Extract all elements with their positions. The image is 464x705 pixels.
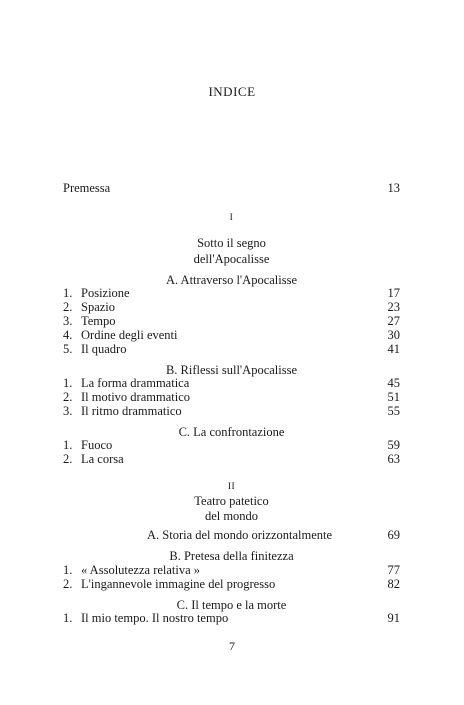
toc-entry-premessa <box>63 181 400 196</box>
toc-entry-number: 5. <box>63 342 73 356</box>
toc-entry-number: 1. <box>63 376 73 390</box>
page-number: 7 <box>229 639 235 653</box>
toc-entry-label: Tempo <box>81 314 116 328</box>
toc-entry <box>63 404 400 419</box>
toc-entry-number: 1. <box>63 563 73 577</box>
toc-entry-number: 2. <box>63 300 73 314</box>
toc-entry-page: 63 <box>387 452 400 466</box>
toc-entry-page: 91 <box>387 611 400 625</box>
toc-entry-label: La corsa <box>81 452 124 466</box>
toc-entry <box>63 452 400 467</box>
toc-entry <box>63 438 400 453</box>
toc-entry-label: Ordine degli eventi <box>81 328 178 342</box>
toc-entry-number: 2. <box>63 452 73 466</box>
toc-entry-page: 13 <box>387 181 400 195</box>
toc-entry-page: 30 <box>387 328 400 342</box>
toc-entry-page: 45 <box>387 376 400 390</box>
toc-entry-label: Posizione <box>81 286 130 300</box>
toc-entry <box>63 390 400 405</box>
toc-entry-label: Premessa <box>63 181 111 195</box>
part-heading: Sotto il segno <box>197 236 266 250</box>
toc-entry-page: 69 <box>387 528 400 542</box>
section-title: A. Attraverso l'Apocalisse <box>165 273 298 287</box>
section-title: C. La confrontazione <box>178 425 285 439</box>
toc-entry-page: 82 <box>387 577 400 591</box>
section-title: C. Il tempo e la morte <box>176 598 287 612</box>
toc-entry-label: Il quadro <box>81 342 127 356</box>
part-heading: del mondo <box>204 509 259 523</box>
toc-entry <box>63 563 400 578</box>
section-title: B. Riflessi sull'Apocalisse <box>165 363 298 377</box>
toc-entry-number: 1. <box>63 611 73 625</box>
toc-entry-page: 41 <box>387 342 400 356</box>
toc-entry <box>63 300 400 315</box>
page-title: INDICE <box>208 84 256 99</box>
toc-entry-number: 3. <box>63 404 73 418</box>
toc-entry <box>63 328 400 343</box>
part-heading: dell'Apocalisse <box>193 252 270 266</box>
toc-entry-label: L'ingannevole immagine del progresso <box>81 577 276 591</box>
toc-entry-label: « Assolutezza relativa » <box>81 563 201 577</box>
toc-entry-number: 2. <box>63 577 73 591</box>
toc-entry-page: 55 <box>387 404 400 418</box>
toc-entry-label: Il motivo drammatico <box>81 390 191 404</box>
toc-entry-number: 2. <box>63 390 73 404</box>
section-title: B. Pretesa della finitezza <box>169 549 294 563</box>
toc-entry-label: Fuoco <box>81 438 113 452</box>
toc-entry-label: La forma drammatica <box>81 376 190 390</box>
toc-entry <box>63 577 400 592</box>
toc-entry-label: Il ritmo drammatico <box>81 404 182 418</box>
toc-entry-number: 1. <box>63 438 73 452</box>
toc-entry <box>63 342 400 357</box>
toc-entry-number: 1. <box>63 286 73 300</box>
toc-entry-page: 77 <box>387 563 400 577</box>
toc-entry-page: 27 <box>387 314 400 328</box>
toc-entry-number: 3. <box>63 314 73 328</box>
toc-entry-page: 17 <box>387 286 400 300</box>
toc-entry <box>63 611 400 626</box>
toc-entry-page: 59 <box>387 438 400 452</box>
toc-entry-section <box>63 528 400 543</box>
toc-entry <box>63 286 400 301</box>
toc-entry <box>63 314 400 329</box>
part-numeral: II <box>227 482 236 492</box>
toc-entry-label: Il mio tempo. Il nostro tempo <box>81 611 229 625</box>
toc-entry-page: 51 <box>387 390 400 404</box>
toc-entry-label: Spazio <box>81 300 116 314</box>
section-title: A. Storia del mondo orizzontalmente <box>147 528 333 542</box>
toc-entry <box>63 376 400 391</box>
toc-entry-page: 23 <box>387 300 400 314</box>
part-numeral: I <box>229 213 234 223</box>
part-heading: Teatro patetico <box>194 494 269 508</box>
toc-entry-number: 4. <box>63 328 73 342</box>
